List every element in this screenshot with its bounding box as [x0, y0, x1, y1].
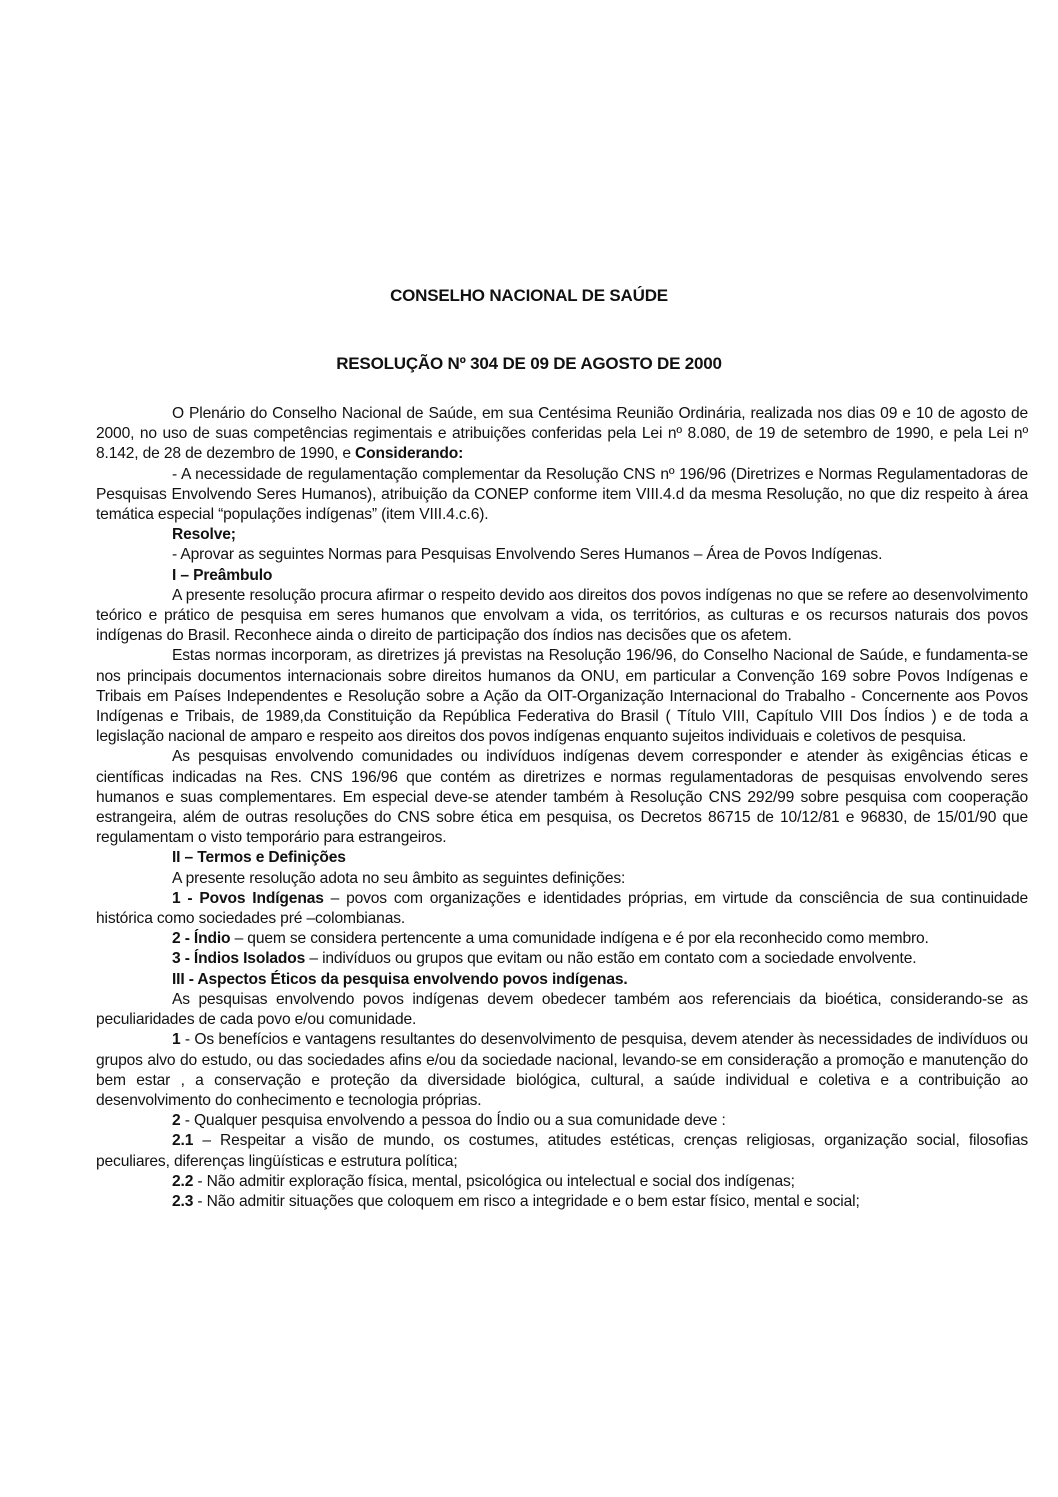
- item-2-text: - Qualquer pesquisa envolvendo a pessoa do Índio ou a sua comunidade deve :: [180, 1112, 726, 1130]
- definition-1-text: – povos com organizações e identidades próprias, em virtude da consciência de sua continuidade histórica como sociedades pré –colombianas.: [96, 889, 1028, 928]
- intro-text: O Plenário do Conselho Nacional de Saúde, em sua Centésima Reunião Ordinária, realizada nos dias 09 e 10 de agosto de 2000, no uso de suas competências regimentais e atribuições conferidas pela Lei nº 8.080, de 19 de setembro de 1990, e pela Lei nº 8.142, de 28 de dezembro de 1990, e: [96, 405, 1028, 463]
- definition-3-label: 3 - Índios Isolados: [172, 950, 306, 968]
- item-2-2-label: 2.2: [172, 1172, 194, 1190]
- item-2-3-text: - Não admitir situações que coloquem em risco a integridade e o bem estar físico, mental e social;: [193, 1192, 860, 1210]
- item-1: [96, 1030, 1028, 1111]
- item-2-2: [96, 1172, 1028, 1192]
- definition-2-text: – quem se considera pertencente a uma comunidade indígena e é por ela reconhecido como membro.: [230, 930, 929, 948]
- definition-2: [96, 929, 1028, 949]
- section2-intro: A presente resolução adota no seu âmbito as seguintes definições:: [172, 869, 626, 887]
- section1-paragraph-1: A presente resolução procura afirmar o respeito devido aos direitos dos povos indígenas no que se refere ao desenvolvimento teórico e prático de pesquisa em seres humanos que envolvam a vida, os territórios, as culturas e os recursos naturais dos povos indígenas do Brasil. Reconhece ainda o direito de participação dos índios nas decisões que os afetem.: [96, 586, 1028, 645]
- section2-heading: II – Termos e Definições: [172, 849, 346, 867]
- item-1-text: - Os benefícios e vantagens resultantes do desenvolvimento de pesquisa, devem atender às necessidades de indivíduos ou grupos alvo do estudo, ou das sociedades afins e/ou da sociedade nacional, levando-se em consideração a promoção e manutenção do bem estar , a conservação e proteção da diversidade biológica, cultural, a saúde individual e coletiva e a contribuição ao desenvolvimento do conhecimento e tecnologia próprias.: [96, 1031, 1028, 1109]
- resolve-label: Resolve;: [172, 526, 236, 544]
- considering-paragraph: - A necessidade de regulamentação complementar da Resolução CNS nº 196/96 (Diretrizes e Normas Regulamentadoras de Pesquisas Envolvendo Seres Humanos), atribuição da CONEP conforme item VIII.4.d da mesma Resolução, no que diz respeito à área temática especial “populações indígenas” (item VIII.4.c.6).: [96, 465, 1028, 524]
- considering-label: Considerando:: [355, 445, 464, 463]
- document-body: [96, 404, 1028, 1212]
- item-2-2-text: - Não admitir exploração física, mental, psicológica ou intelectual e social dos indígenas;: [193, 1172, 795, 1190]
- definition-1: [96, 889, 1028, 929]
- item-2-1-text: – Respeitar a visão de mundo, os costumes, atitudes estéticas, crenças religiosas, organização social, filosofias peculiares, diferenças lingüísticas e estrutura política;: [96, 1132, 1028, 1170]
- resolve-paragraph: - Aprovar as seguintes Normas para Pesquisas Envolvendo Seres Humanos – Área de Povos Indígenas.: [172, 546, 883, 564]
- intro-paragraph: [96, 404, 1028, 465]
- item-2-3: [96, 1192, 1028, 1212]
- definition-3: [96, 949, 1028, 969]
- definition-1-label: 1 - Povos Indígenas: [172, 889, 324, 907]
- item-2-1: [96, 1131, 1028, 1171]
- definition-2-label: 2 - Índio: [172, 930, 231, 948]
- resolution-title: RESOLUÇÃO Nº 304 DE 09 DE AGOSTO DE 2000: [336, 354, 722, 373]
- section1-paragraph-2: Estas normas incorporam, as diretrizes já previstas na Resolução 196/96, do Conselho Nacional de Saúde, e fundamenta-se nos principais documentos internacionais sobre direitos humanos da ONU, em particular a Convenção 169 sobre Povos Indígenas e Tribais em Países Independentes e Resolução sobre a Ação da OIT-Organização Internacional do Trabalho - Concernente aos Povos Indígenas e Tribais, de 1989,da Constituição da República Federativa do Brasil ( Título VIII, Capítulo VIII Dos Índios ) e de toda a legislação nacional de amparo e respeito aos direitos dos povos indígenas enquanto sujeitos individuais e coletivos de pesquisa.: [96, 647, 1028, 746]
- item-2: [96, 1111, 1028, 1131]
- item-2-3-label: 2.3: [172, 1192, 194, 1210]
- definition-3-text: – indivíduos ou grupos que evitam ou não estão em contato com a sociedade envolvente.: [305, 950, 917, 968]
- item-2-label: 2: [172, 1112, 181, 1130]
- section3-heading: III - Aspectos Éticos da pesquisa envolvendo povos indígenas.: [172, 970, 628, 988]
- council-heading: CONSELHO NACIONAL DE SAÚDE: [390, 286, 668, 305]
- section3-intro: As pesquisas envolvendo povos indígenas devem obedecer também aos referenciais da bioética, considerando-se as peculiaridades de cada povo e/ou comunidade.: [96, 990, 1028, 1029]
- section1-paragraph-3: As pesquisas envolvendo comunidades ou indivíduos indígenas devem corresponder e atender às exigências éticas e científicas indicadas na Res. CNS 196/96 que contém as diretrizes e normas regulamentadoras de pesquisas envolvendo seres humanos e suas complementares. Em especial deve-se atender também à Resolução CNS 292/99 sobre pesquisa com cooperação estrangeira, além de outras resoluções do CNS sobre ética em pesquisa, os Decretos 86715 de 10/12/81 e 96830, de 15/01/90 que regulamentam o visto temporário para estrangeiros.: [96, 748, 1028, 847]
- section1-heading: I – Preâmbulo: [172, 566, 273, 584]
- item-1-label: 1: [172, 1031, 181, 1049]
- item-2-1-label: 2.1: [172, 1132, 194, 1150]
